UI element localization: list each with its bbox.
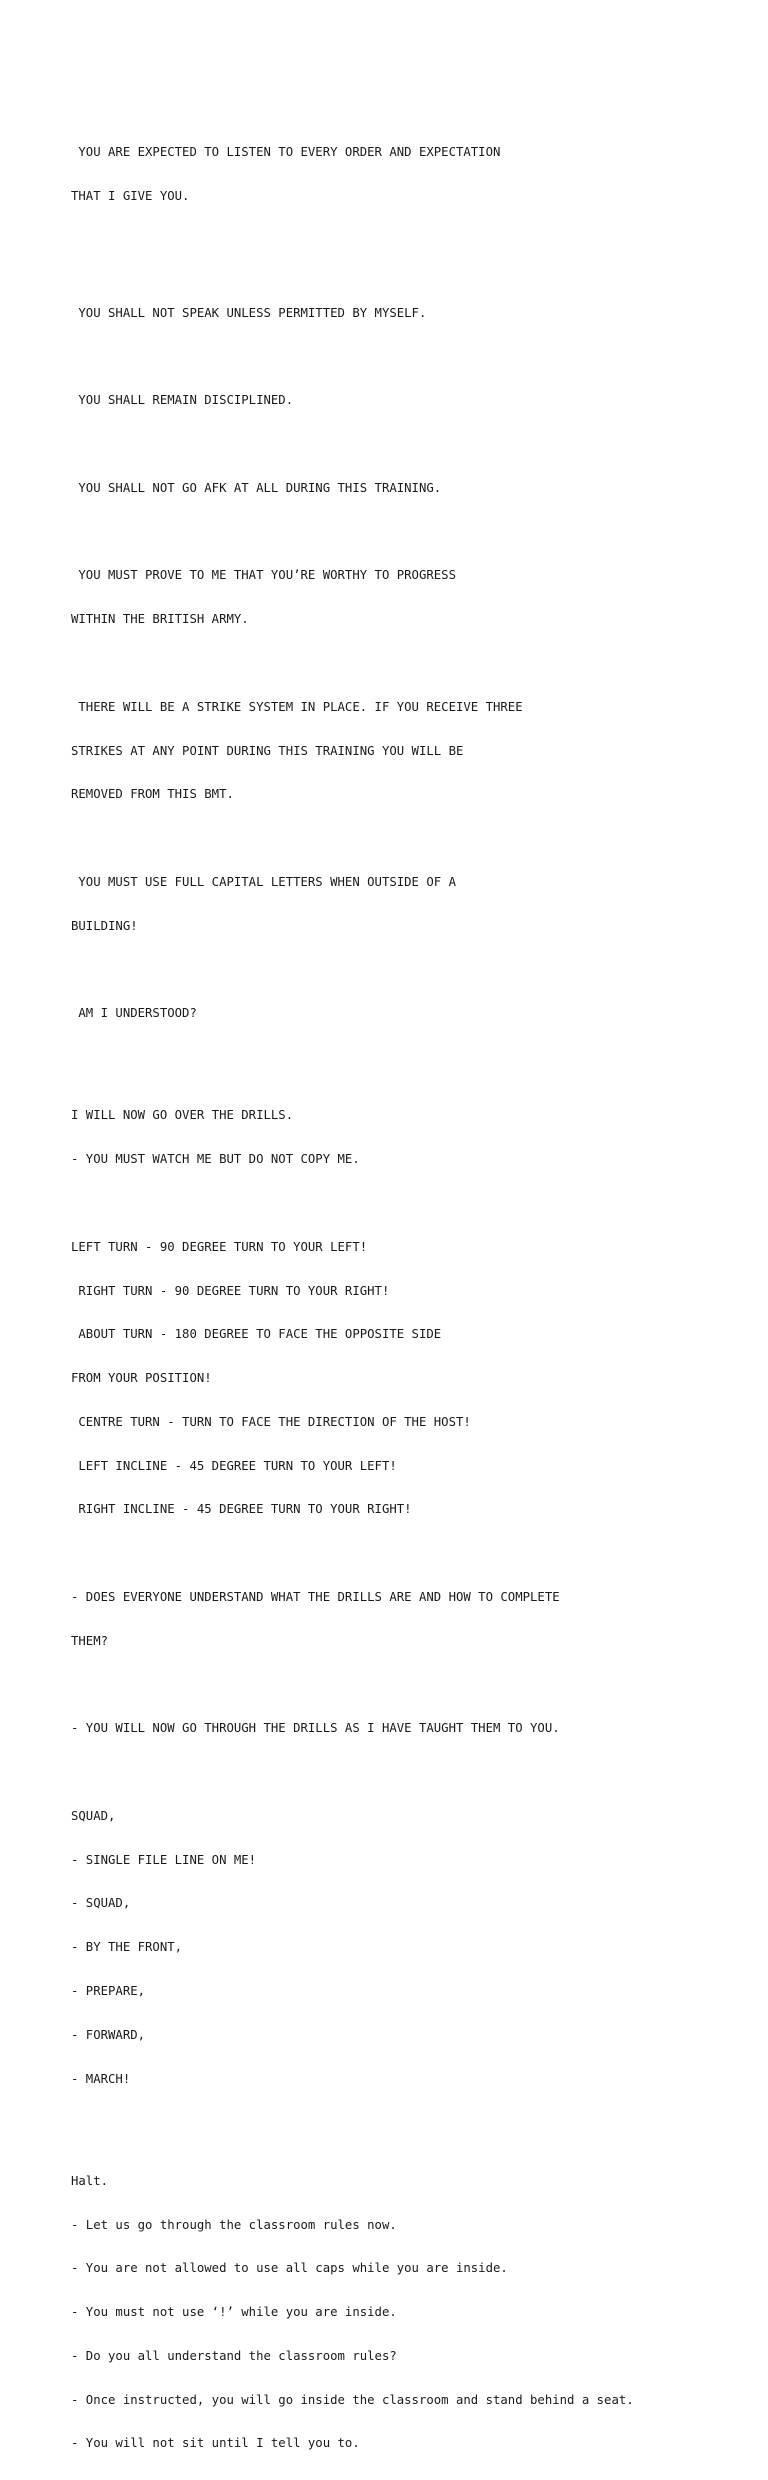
text-line: THAT I GIVE YOU. xyxy=(71,188,190,203)
command-line: - SINGLE FILE LINE ON ME! xyxy=(71,1852,257,1867)
drill-line: RIGHT TURN - 90 DEGREE TURN TO YOUR RIGHT! xyxy=(71,1283,390,1298)
drill-line: LEFT TURN - 90 DEGREE TURN TO YOUR LEFT! xyxy=(71,1239,368,1254)
rule-no-speaking xyxy=(71,277,761,350)
drills-go xyxy=(71,1692,761,1765)
text-line: THERE WILL BE A STRIKE SYSTEM IN PLACE. IF YOU RECEIVE THREE xyxy=(71,699,523,714)
text-line: YOU MUST PROVE TO ME THAT YOU’RE WORTHY TO PROGRESS xyxy=(71,568,456,583)
classroom-line: Halt. xyxy=(71,2173,109,2188)
text-line: WITHIN THE BRITISH ARMY. xyxy=(71,612,249,627)
rule-discipline xyxy=(71,364,761,437)
drills-list xyxy=(71,1211,761,1547)
rule-understood xyxy=(71,977,761,1050)
text-line: REMOVED FROM THIS BMT. xyxy=(71,787,234,802)
drills-question xyxy=(71,1561,761,1678)
drill-line: ABOUT TURN - 180 DEGREE TO FACE THE OPPOSITE SIDE xyxy=(71,1327,442,1342)
rule-listen xyxy=(71,116,761,233)
drills-intro xyxy=(71,1079,761,1196)
text-line: - YOU MUST WATCH ME BUT DO NOT COPY ME. xyxy=(71,1152,360,1167)
text-line: I WILL NOW GO OVER THE DRILLS. xyxy=(71,1108,294,1123)
classroom-line: - You will not sit until I tell you to. xyxy=(71,2436,360,2451)
command-line: - BY THE FRONT, xyxy=(71,1940,183,1955)
text-line: STRIKES AT ANY POINT DURING THIS TRAINING YOU WILL BE xyxy=(71,743,464,758)
text-line: YOU SHALL NOT SPEAK UNLESS PERMITTED BY MYSELF. xyxy=(71,305,427,320)
text-line: - DOES EVERYONE UNDERSTAND WHAT THE DRILLS ARE AND HOW TO COMPLETE xyxy=(71,1589,560,1604)
rule-prove-worth xyxy=(71,539,761,656)
drill-line: CENTRE TURN - TURN TO FACE THE DIRECTION OF THE HOST! xyxy=(71,1414,471,1429)
text-line: BUILDING! xyxy=(71,918,138,933)
classroom-rules xyxy=(71,2145,761,2480)
command-line: - PREPARE, xyxy=(71,1984,146,1998)
text-line: YOU ARE EXPECTED TO LISTEN TO EVERY ORDER AND EXPECTATION xyxy=(71,145,501,160)
document-page xyxy=(71,116,761,2480)
text-line: THEM? xyxy=(71,1633,109,1648)
march-commands xyxy=(71,1780,761,2116)
text-line: YOU SHALL NOT GO AFK AT ALL DURING THIS TRAINING. xyxy=(71,480,442,495)
text-line: AM I UNDERSTOOD? xyxy=(71,1006,197,1021)
classroom-line: - Once instructed, you will go inside the classroom and stand behind a seat. xyxy=(71,2392,634,2407)
classroom-line: - You are not allowed to use all caps while you are inside. xyxy=(71,2261,508,2276)
drill-line: RIGHT INCLINE - 45 DEGREE TURN TO YOUR RIGHT! xyxy=(71,1502,412,1517)
command-line: - FORWARD, xyxy=(71,2027,146,2042)
drill-line: LEFT INCLINE - 45 DEGREE TURN TO YOUR LEFT! xyxy=(71,1458,397,1473)
command-line: - MARCH! xyxy=(71,2071,131,2086)
rule-no-afk xyxy=(71,452,761,525)
drill-line: FROM YOUR POSITION! xyxy=(71,1371,212,1386)
text-line: - YOU WILL NOW GO THROUGH THE DRILLS AS I HAVE TAUGHT THEM TO YOU. xyxy=(71,1721,560,1736)
classroom-line: - Let us go through the classroom rules now. xyxy=(71,2217,397,2232)
classroom-line: - Do you all understand the classroom rules? xyxy=(71,2348,397,2363)
rule-strike-system xyxy=(71,671,761,832)
command-line: SQUAD, xyxy=(71,1808,116,1823)
classroom-line: - You must not use ‘!’ while you are inside. xyxy=(71,2305,397,2320)
rule-capital-letters xyxy=(71,846,761,963)
text-line: YOU SHALL REMAIN DISCIPLINED. xyxy=(71,393,294,408)
command-line: - SQUAD, xyxy=(71,1896,131,1911)
text-line: YOU MUST USE FULL CAPITAL LETTERS WHEN OUTSIDE OF A xyxy=(71,874,456,889)
